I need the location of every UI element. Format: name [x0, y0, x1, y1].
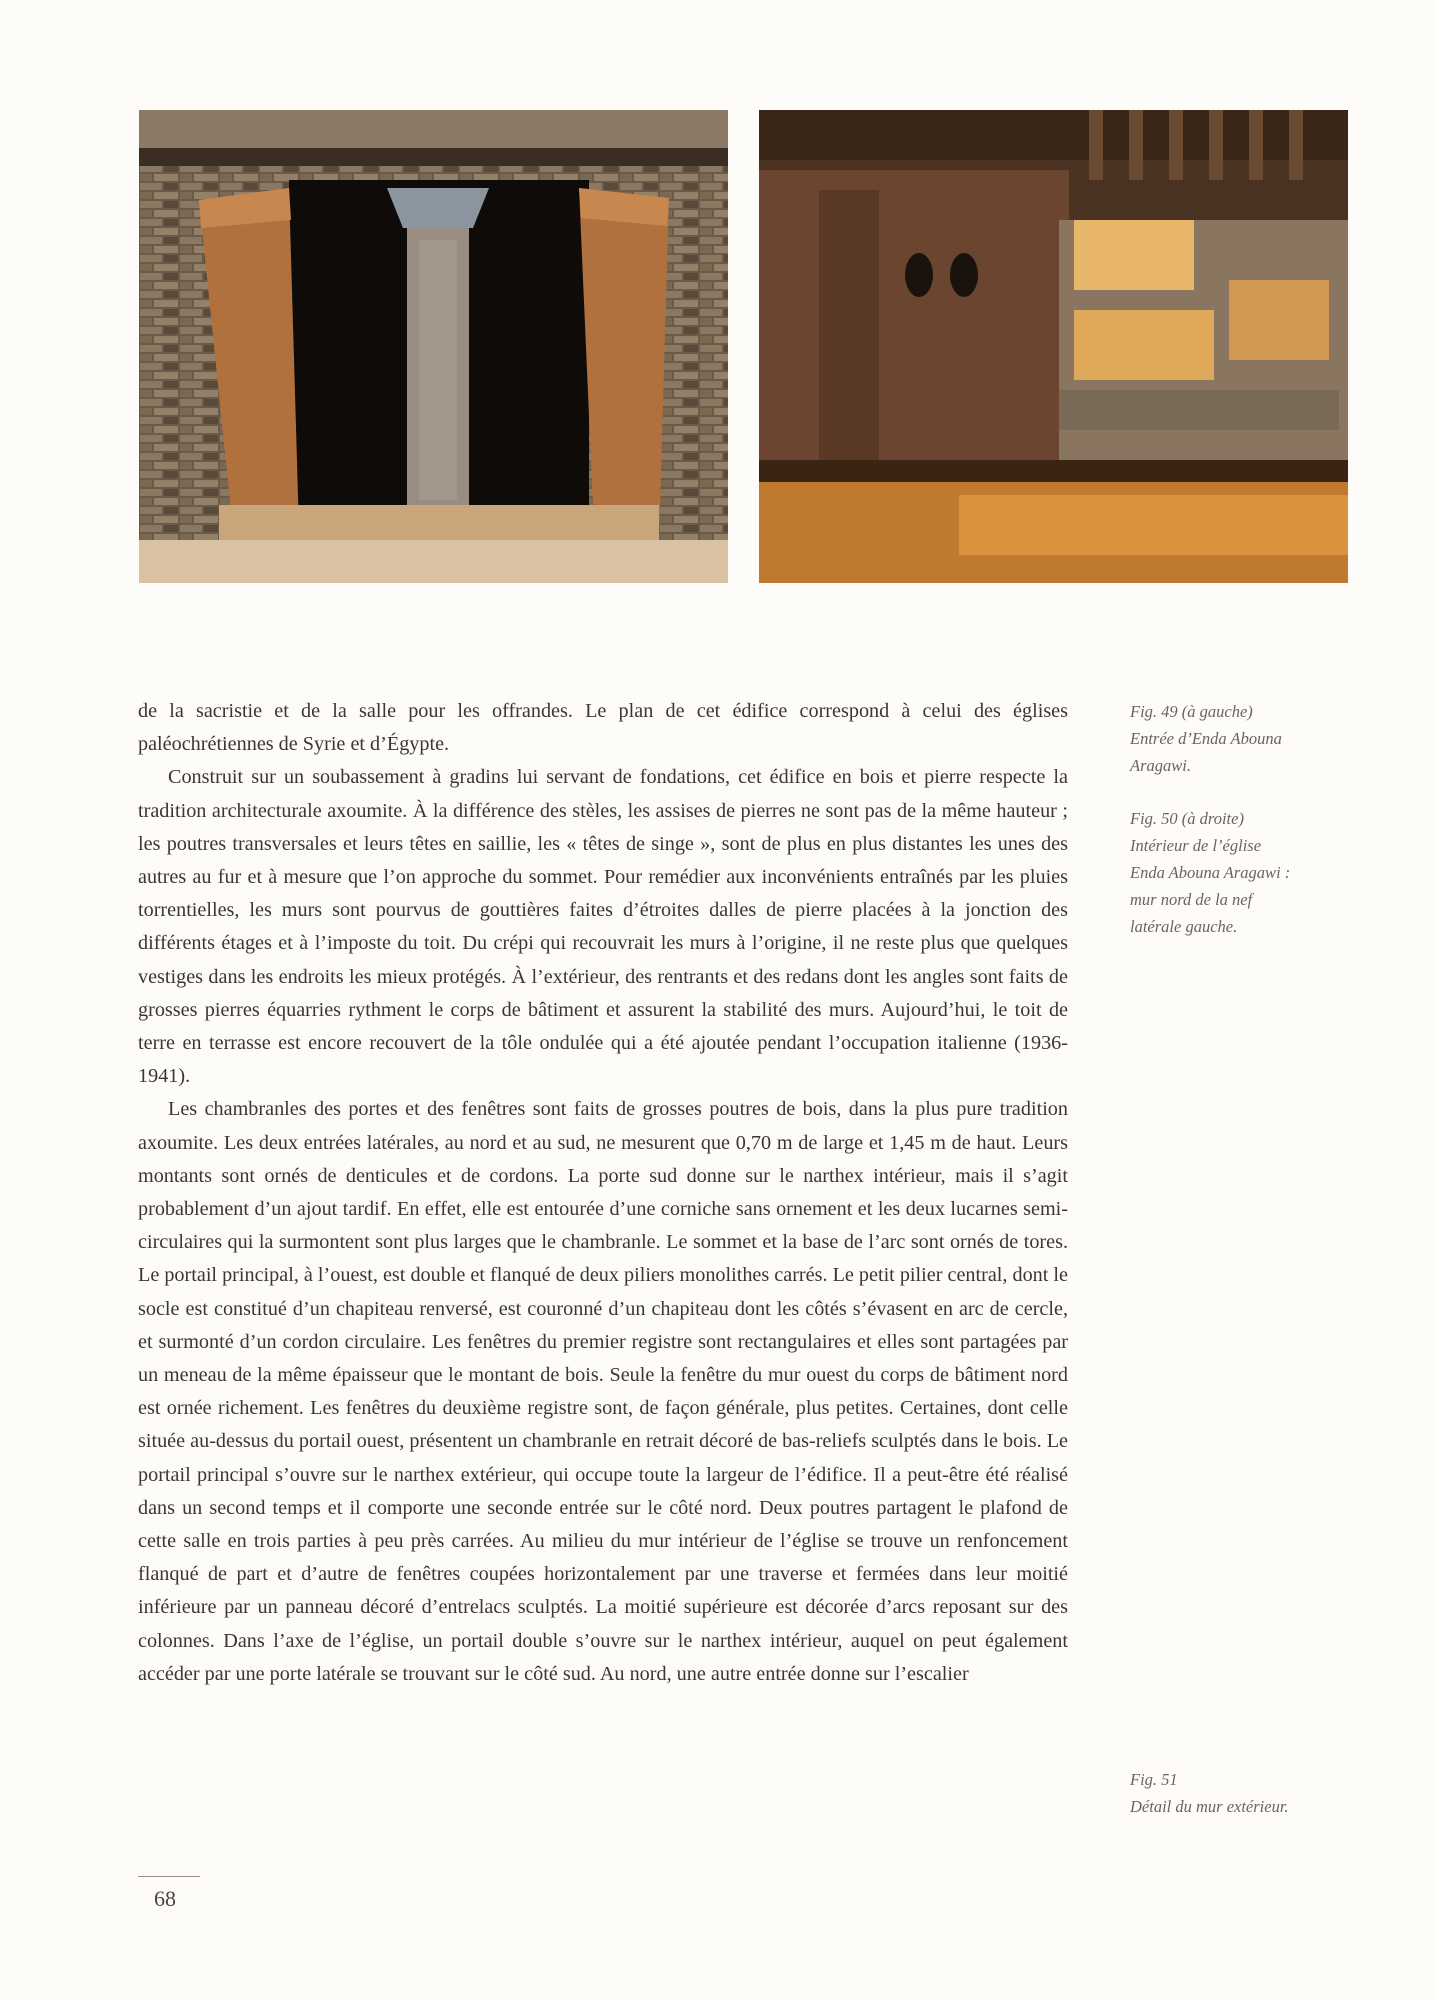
- caption-label: Fig. 50 (à droite): [1130, 809, 1244, 828]
- caption-fig-50: [1130, 805, 1350, 940]
- page-number: 68: [154, 1886, 176, 1911]
- paragraph: Les chambranles des portes et des fenêtres sont faits de grosses poutres de bois, dans la plus pure tradition axoumite. Les deux entrées latérales, au nord et au sud, ne mesurent que 0,70 m de large et 1,45 m de haut. Leurs montants sont ornés de denticules et de cordons. La porte sud donne sur le narthex intérieur, mais il s’agit probablement d’un ajout tardif. En effet, elle est entourée d’une corniche sans ornement et les deux lucarnes semi-circulaires qui la surmontent sont plus larges que le chambranle. Le sommet et la base de l’arc sont ornés de tores. Le portail principal, à l’ouest, est double et flanqué de deux piliers monolithes carrés. Le petit pilier central, dont le socle est constitué d’un chapiteau renversé, est couronné d’un chapiteau dont les côtés s’évasent en arc de cercle, et surmonté d’un cordon circulaire. Les fenêtres du premier registre sont rectangulaires et elles sont partagées par un meneau de la même épaisseur que le montant de bois. Seule la fenêtre du mur ouest du corps de bâtiment nord est ornée richement. Les fenêtres du deuxième registre sont, de façon générale, plus petites. Certaines, dont celle située au-dessus du portail ouest, présentent un chambranle en retrait décoré de bas-reliefs sculptés dans le bois. Le portail principal s’ouvre sur le narthex extérieur, qui occupe toute la largeur de l’édifice. Il a peut-être été réalisé dans un second temps et il comporte une seconde entrée sur le côté nord. Deux poutres partagent le plafond de cette salle en trois parties à peu près carrées. Au milieu du mur intérieur de l’église se trouve un renfoncement flanqué de part et d’autre de fenêtres coupées horizontalement par une traverse et fermées dans leur moitié inférieure par un panneau décoré d’entrelacs sculptés. La moitié supérieure est décorée d’arcs reposant sur des colonnes. Dans l’axe de l’église, un portail double s’ouvre sur le narthex intérieur, auquel on peut également accéder par une porte latérale se trouvant sur le côté sud. Au nord, une autre entrée donne sur l’escalier: [138, 1098, 1068, 1685]
- caption-line: latérale gauche.: [1130, 917, 1238, 936]
- figure-49-photo: [139, 110, 728, 583]
- body-text: [138, 695, 1068, 1691]
- caption-fig-49: [1130, 698, 1350, 779]
- interior-wall-illustration: [759, 110, 1348, 583]
- caption-line: Aragawi.: [1130, 756, 1191, 775]
- caption-line: Enda Abouna Aragawi :: [1130, 863, 1291, 882]
- caption-line: Détail du mur extérieur.: [1130, 1797, 1289, 1816]
- caption-label: Fig. 49 (à gauche): [1130, 702, 1253, 721]
- caption-fig-51: [1130, 1766, 1350, 1820]
- figure-50-photo: [759, 110, 1348, 583]
- caption-label: Fig. 51: [1130, 1770, 1178, 1789]
- caption-line: Entrée d’Enda Abouna: [1130, 729, 1282, 748]
- entrance-illustration: [139, 110, 728, 583]
- paragraph: de la sacristie et de la salle pour les offrandes. Le plan de cet édifice correspond à celui des églises paléochrétiennes de Syrie et d’Égypte.: [138, 700, 1068, 756]
- paragraph: Construit sur un soubassement à gradins lui servant de fondations, cet édifice en bois et pierre respecte la tradition architecturale axoumite. À la différence des stèles, les assises de pierres ne sont pas de la même hauteur ; les poutres transversales et leurs têtes en saillie, les « têtes de singe », sont de plus en plus distantes les unes des autres au fur et à mesure que l’on approche du sommet. Pour remédier aux inconvénients entraînés par les pluies torrentielles, les murs sont pourvus de gouttières faites d’étroites dalles de pierre placées à la jonction des différents étages et à l’imposte du toit. Du crépi qui recouvrait les murs à l’origine, il ne reste plus que quelques vestiges dans les endroits les mieux protégés. À l’extérieur, des rentrants et des redans dont les angles sont faits de grosses pierres équarries rythment le corps de bâtiment et assurent la stabilité des murs. Aujourd’hui, le toit de terre en terrasse est encore recouvert de la tôle ondulée qui a été ajoutée pendant l’occupation italienne (1936-1941).: [138, 766, 1068, 1088]
- page-number-rule: [138, 1876, 200, 1877]
- caption-line: Intérieur de l’église: [1130, 836, 1262, 855]
- caption-line: mur nord de la nef: [1130, 890, 1253, 909]
